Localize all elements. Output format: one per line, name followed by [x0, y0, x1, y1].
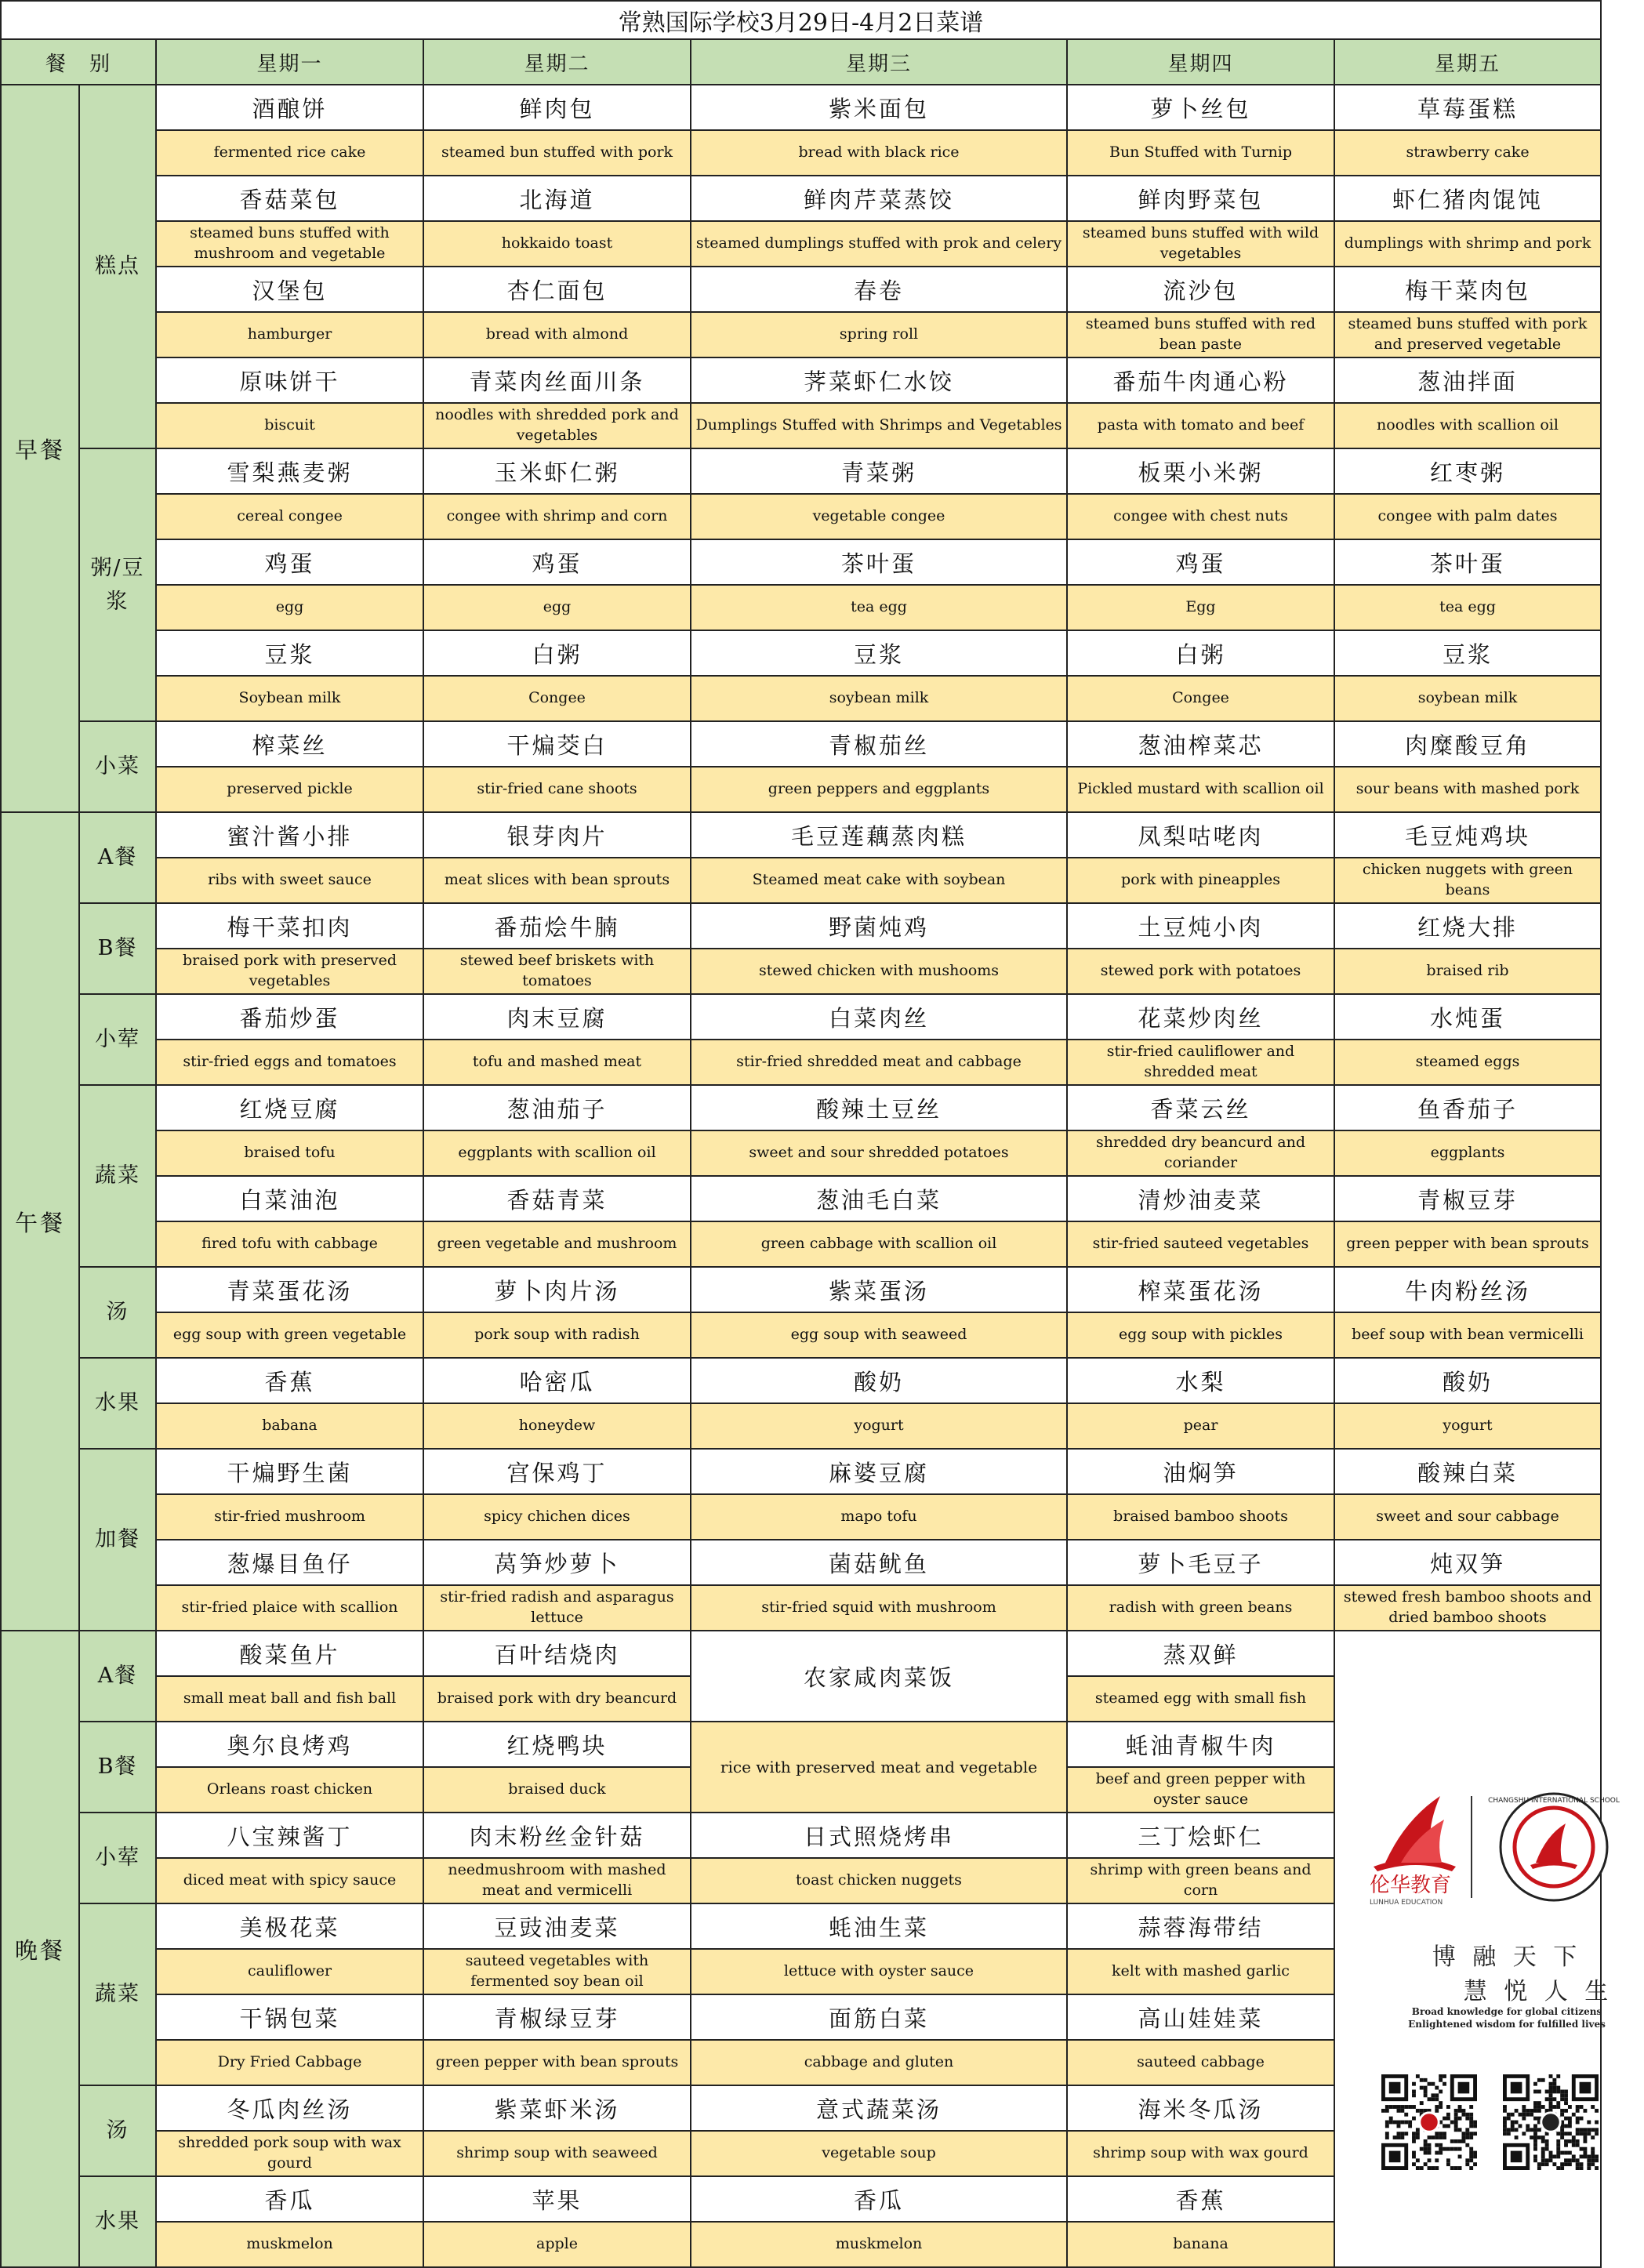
dish-name: 酸奶 — [1334, 1358, 1601, 1403]
dish-english: congee with chest nuts — [1067, 494, 1334, 539]
dish-name: 豆浆 — [1334, 630, 1601, 676]
dish-name: 杏仁面包 — [423, 267, 691, 312]
dish-name: 鸡蛋 — [156, 539, 423, 585]
dish-english: braised pork with dry beancurd — [423, 1676, 691, 1722]
dish-name: 红烧豆腐 — [156, 1085, 423, 1130]
dish-english: lettuce with oyster sauce — [691, 1949, 1067, 1994]
dish-name: 青菜粥 — [691, 448, 1067, 494]
dish-name: 白菜肉丝 — [691, 994, 1067, 1040]
dish-english: yogurt — [1334, 1403, 1601, 1449]
dish-english: babana — [156, 1403, 423, 1449]
dish-english: green vegetable and mushroom — [423, 1221, 691, 1267]
dish-name: 豆豉油麦菜 — [423, 1903, 691, 1949]
dish-english: hamburger — [156, 312, 423, 357]
dish-english: honeydew — [423, 1403, 691, 1449]
dish-english: braised pork with preserved vegetables — [156, 949, 423, 994]
dinner-wed-dish-name: 农家咸肉菜饭 — [691, 1631, 1067, 1722]
dish-name: 银芽肉片 — [423, 812, 691, 858]
dish-english: pasta with tomato and beef — [1067, 403, 1334, 448]
dish-name: 萝卜丝包 — [1067, 85, 1334, 130]
dish-english: shredded dry beancurd and coriander — [1067, 1130, 1334, 1176]
dish-name: 葱爆目鱼仔 — [156, 1540, 423, 1585]
dish-name: 蜜汁酱小排 — [156, 812, 423, 858]
dish-english: stir-fried cauliflower and shredded meat — [1067, 1040, 1334, 1085]
dish-english: banana — [1067, 2222, 1334, 2267]
dish-name: 花菜炒肉丝 — [1067, 994, 1334, 1040]
meal-label: 晚餐 — [1, 1631, 79, 2267]
dish-name: 冬瓜肉丝汤 — [156, 2085, 423, 2131]
dish-name: 茶叶蛋 — [691, 539, 1067, 585]
dish-name: 萝卜肉片汤 — [423, 1267, 691, 1312]
dish-english: stir-fried eggs and tomatoes — [156, 1040, 423, 1085]
branding-panel — [1334, 1631, 1620, 2267]
category-label: 糕点 — [79, 85, 156, 448]
category-label: 水果 — [79, 2176, 156, 2267]
dish-english: stewed beef briskets with tomatoes — [423, 949, 691, 994]
dish-english: sweet and sour cabbage — [1334, 1494, 1601, 1540]
dish-name: 酒酿饼 — [156, 85, 423, 130]
dish-name: 鸡蛋 — [1067, 539, 1334, 585]
dish-name: 汉堡包 — [156, 267, 423, 312]
dish-english: Egg — [1067, 585, 1334, 630]
dish-name: 红烧大排 — [1334, 903, 1601, 949]
dish-english: bread with almond — [423, 312, 691, 357]
dish-english: stewed chicken with mushooms — [691, 949, 1067, 994]
dish-english: yogurt — [691, 1403, 1067, 1449]
dish-name: 萝卜毛豆子 — [1067, 1540, 1334, 1585]
dish-name: 蚝油生菜 — [691, 1903, 1067, 1949]
dish-english: stir-fried sauteed vegetables — [1067, 1221, 1334, 1267]
dish-name: 番茄炒蛋 — [156, 994, 423, 1040]
dish-name: 梅干菜扣肉 — [156, 903, 423, 949]
dish-name: 奥尔良烤鸡 — [156, 1722, 423, 1767]
dish-english: braised bamboo shoots — [1067, 1494, 1334, 1540]
dish-english: eggplants — [1334, 1130, 1601, 1176]
dish-english: apple — [423, 2222, 691, 2267]
dish-name: 葱油毛白菜 — [691, 1176, 1067, 1221]
dish-english: steamed bun stuffed with pork — [423, 130, 691, 176]
dish-english: steamed buns stuffed with mushroom and vegetable — [156, 221, 423, 267]
meal-label: 早餐 — [1, 85, 79, 812]
dish-name: 干锅包菜 — [156, 1994, 423, 2040]
dish-english: stir-fried plaice with scallion — [156, 1585, 423, 1631]
category-label: 汤 — [79, 2085, 156, 2176]
dish-english: braised duck — [423, 1767, 691, 1813]
dish-name: 炖双笋 — [1334, 1540, 1601, 1585]
page-title: 常熟国际学校3月29日-4月2日菜谱 — [1, 1, 1601, 39]
dish-name: 青菜肉丝面川条 — [423, 357, 691, 403]
dish-name: 香瓜 — [691, 2176, 1067, 2222]
dish-name: 豆浆 — [691, 630, 1067, 676]
dish-english: braised tofu — [156, 1130, 423, 1176]
dish-english: diced meat with spicy sauce — [156, 1858, 423, 1903]
dish-english: meat slices with bean sprouts — [423, 858, 691, 903]
school-slogan — [1370, 1937, 1644, 2030]
day-header-thu: 星期四 — [1067, 39, 1334, 85]
school-logo — [1370, 1788, 1628, 1906]
dish-name: 葱油榨菜芯 — [1067, 721, 1334, 767]
dish-name: 莴笋炒萝卜 — [423, 1540, 691, 1585]
dish-english: egg soup with green vegetable — [156, 1312, 423, 1358]
dish-name: 青椒豆芽 — [1334, 1176, 1601, 1221]
dish-name: 青菜蛋花汤 — [156, 1267, 423, 1312]
dish-name: 毛豆炖鸡块 — [1334, 812, 1601, 858]
dish-english: congee with shrimp and corn — [423, 494, 691, 539]
dish-name: 三丁烩虾仁 — [1067, 1813, 1334, 1858]
qr-code-icon — [1381, 2074, 1477, 2170]
dish-english: cauliflower — [156, 1949, 423, 1994]
dish-name: 苹果 — [423, 2176, 691, 2222]
dish-english: sour beans with mashed pork — [1334, 767, 1601, 812]
category-label: B餐 — [79, 1722, 156, 1813]
dish-english: kelt with mashed garlic — [1067, 1949, 1334, 1994]
dish-name: 玉米虾仁粥 — [423, 448, 691, 494]
dish-name: 香瓜 — [156, 2176, 423, 2222]
dish-english: needmushroom with mashed meat and vermicelli — [423, 1858, 691, 1903]
dish-name: 红枣粥 — [1334, 448, 1601, 494]
dish-name: 日式照烧烤串 — [691, 1813, 1067, 1858]
dish-english: Steamed meat cake with soybean — [691, 858, 1067, 903]
dish-name: 鲜肉芹菜蒸饺 — [691, 176, 1067, 221]
dish-name: 板栗小米粥 — [1067, 448, 1334, 494]
dish-english: spicy chichen dices — [423, 1494, 691, 1540]
dish-english: noodles with scallion oil — [1334, 403, 1601, 448]
dish-english: hokkaido toast — [423, 221, 691, 267]
dish-name: 酸辣白菜 — [1334, 1449, 1601, 1494]
dish-name: 油焖笋 — [1067, 1449, 1334, 1494]
dish-english: steamed buns stuffed with pork and preserved vegetable — [1334, 312, 1601, 357]
dish-name: 面筋白菜 — [691, 1994, 1067, 2040]
dish-name: 豆浆 — [156, 630, 423, 676]
dish-name: 美极花菜 — [156, 1903, 423, 1949]
dish-english: soybean milk — [691, 676, 1067, 721]
qr-code-icon — [1503, 2074, 1599, 2170]
dish-english: muskmelon — [156, 2222, 423, 2267]
category-label: 蔬菜 — [79, 1085, 156, 1267]
dish-english: small meat ball and fish ball — [156, 1676, 423, 1722]
dish-name: 青椒茄丝 — [691, 721, 1067, 767]
dish-name: 榨菜蛋花汤 — [1067, 1267, 1334, 1312]
dish-name: 紫菜蛋汤 — [691, 1267, 1067, 1312]
dish-name: 葱油拌面 — [1334, 357, 1601, 403]
dish-english: preserved pickle — [156, 767, 423, 812]
dish-english: stir-fried shredded meat and cabbage — [691, 1040, 1067, 1085]
dish-english: shrimp soup with seaweed — [423, 2131, 691, 2176]
dish-name: 肉末豆腐 — [423, 994, 691, 1040]
dish-name: 鱼香茄子 — [1334, 1085, 1601, 1130]
category-label: A餐 — [79, 1631, 156, 1722]
dish-english: radish with green beans — [1067, 1585, 1334, 1631]
dish-english: braised rib — [1334, 949, 1601, 994]
dish-name: 肉末粉丝金针菇 — [423, 1813, 691, 1858]
dish-english: ribs with sweet sauce — [156, 858, 423, 903]
dish-name: 梅干菜肉包 — [1334, 267, 1601, 312]
dish-english: egg — [423, 585, 691, 630]
dish-name: 茶叶蛋 — [1334, 539, 1601, 585]
slogan-english-2: Enlightened wisdom for fulfilled lives — [1408, 2018, 1606, 2030]
category-label: 小菜 — [79, 721, 156, 812]
dish-english: stir-fried radish and asparagus lettuce — [423, 1585, 691, 1631]
dish-name: 白粥 — [1067, 630, 1334, 676]
dish-english: beef soup with bean vermicelli — [1334, 1312, 1601, 1358]
dish-english: fired tofu with cabbage — [156, 1221, 423, 1267]
dish-name: 番茄牛肉通心粉 — [1067, 357, 1334, 403]
dish-english: cereal congee — [156, 494, 423, 539]
dish-english: spring roll — [691, 312, 1067, 357]
category-label: 小荤 — [79, 994, 156, 1085]
dish-english: bread with black rice — [691, 130, 1067, 176]
category-label: 加餐 — [79, 1449, 156, 1631]
dish-english: vegetable congee — [691, 494, 1067, 539]
dish-english: green pepper with bean sprouts — [423, 2040, 691, 2085]
dish-english: green cabbage with scallion oil — [691, 1221, 1067, 1267]
dish-english: pork soup with radish — [423, 1312, 691, 1358]
dish-name: 牛肉粉丝汤 — [1334, 1267, 1601, 1312]
dish-name: 八宝辣酱丁 — [156, 1813, 423, 1858]
dish-name: 菌菇鱿鱼 — [691, 1540, 1067, 1585]
lunhua-logo-icon — [1374, 1796, 1456, 1871]
dish-english: green pepper with bean sprouts — [1334, 1221, 1601, 1267]
dish-name: 荠菜虾仁水饺 — [691, 357, 1067, 403]
dish-english: Dry Fried Cabbage — [156, 2040, 423, 2085]
dish-english: stir-fried cane shoots — [423, 767, 691, 812]
dish-name: 干煸野生菌 — [156, 1449, 423, 1494]
dish-name: 蒸双鲜 — [1067, 1631, 1334, 1676]
dish-english: dumplings with shrimp and pork — [1334, 221, 1601, 267]
dish-english: Soybean milk — [156, 676, 423, 721]
dish-english: steamed buns stuffed with red bean paste — [1067, 312, 1334, 357]
dish-english: shrimp soup with wax gourd — [1067, 2131, 1334, 2176]
dish-english: biscuit — [156, 403, 423, 448]
dish-english: Congee — [423, 676, 691, 721]
dish-english: Dumplings Stuffed with Shrimps and Vegetables — [691, 403, 1067, 448]
dish-english: stewed fresh bamboo shoots and dried bamboo shoots — [1334, 1585, 1601, 1631]
dish-english: Bun Stuffed with Turnip — [1067, 130, 1334, 176]
dish-name: 高山娃娃菜 — [1067, 1994, 1334, 2040]
logo-subtext: LUNHUA EDUCATION — [1370, 1899, 1443, 1907]
dish-name: 蒜蓉海带结 — [1067, 1903, 1334, 1949]
dish-name: 干煸茭白 — [423, 721, 691, 767]
dish-name: 流沙包 — [1067, 267, 1334, 312]
dish-name: 水梨 — [1067, 1358, 1334, 1403]
dish-english: green peppers and eggplants — [691, 767, 1067, 812]
school-seal-icon — [1488, 1794, 1620, 1900]
dish-english: tea egg — [691, 585, 1067, 630]
dish-english: steamed eggs — [1334, 1040, 1601, 1085]
dish-name: 酸辣土豆丝 — [691, 1085, 1067, 1130]
dish-name: 毛豆莲藕蒸肉糕 — [691, 812, 1067, 858]
dish-english: shrimp with green beans and corn — [1067, 1858, 1334, 1903]
dish-name: 鸡蛋 — [423, 539, 691, 585]
dish-name: 紫菜虾米汤 — [423, 2085, 691, 2131]
dish-name: 香菜云丝 — [1067, 1085, 1334, 1130]
dish-english: tofu and mashed meat — [423, 1040, 691, 1085]
dish-english: sauteed cabbage — [1067, 2040, 1334, 2085]
dish-name: 水炖蛋 — [1334, 994, 1601, 1040]
dish-name: 鲜肉野菜包 — [1067, 176, 1334, 221]
dish-english: muskmelon — [691, 2222, 1067, 2267]
dish-name: 青椒绿豆芽 — [423, 1994, 691, 2040]
seal-text: CHANGSHU INTERNATIONAL SCHOOL — [1488, 1797, 1620, 1805]
dish-english: egg — [156, 585, 423, 630]
dish-name: 宫保鸡丁 — [423, 1449, 691, 1494]
dish-english: sauteed vegetables with fermented soy bean oil — [423, 1949, 691, 1994]
dish-name: 土豆炖小肉 — [1067, 903, 1334, 949]
dish-name: 肉糜酸豆角 — [1334, 721, 1601, 767]
slogan-english-1: Broad knowledge for global citizens — [1411, 2006, 1602, 2017]
dish-english: mapo tofu — [691, 1494, 1067, 1540]
dish-name: 春卷 — [691, 267, 1067, 312]
dish-name: 清炒油麦菜 — [1067, 1176, 1334, 1221]
dish-english: steamed egg with small fish — [1067, 1676, 1334, 1722]
dish-name: 白菜油泡 — [156, 1176, 423, 1221]
dish-name: 香蕉 — [1067, 2176, 1334, 2222]
dish-english: beef and green pepper with oyster sauce — [1067, 1767, 1334, 1813]
dish-english: eggplants with scallion oil — [423, 1130, 691, 1176]
dish-name: 草莓蛋糕 — [1334, 85, 1601, 130]
dish-english: soybean milk — [1334, 676, 1601, 721]
dish-name: 雪梨燕麦粥 — [156, 448, 423, 494]
dish-name: 番茄烩牛腩 — [423, 903, 691, 949]
category-label: A餐 — [79, 812, 156, 903]
logo-text: 伦华教育 — [1370, 1874, 1452, 1897]
dish-english: egg soup with pickles — [1067, 1312, 1334, 1358]
dish-name: 紫米面包 — [691, 85, 1067, 130]
dish-name: 百叶结烧肉 — [423, 1631, 691, 1676]
dish-name: 葱油茄子 — [423, 1085, 691, 1130]
dish-english: toast chicken nuggets — [691, 1858, 1067, 1903]
dish-name: 香蕉 — [156, 1358, 423, 1403]
category-label: 水果 — [79, 1358, 156, 1449]
dish-name: 哈密瓜 — [423, 1358, 691, 1403]
dish-english: shredded pork soup with wax gourd — [156, 2131, 423, 2176]
dish-name: 鲜肉包 — [423, 85, 691, 130]
dish-name: 北海道 — [423, 176, 691, 221]
slogan-line-2: 慧 悦 人 生 — [1463, 1978, 1613, 2005]
dish-english: congee with palm dates — [1334, 494, 1601, 539]
day-header-wed: 星期三 — [691, 39, 1067, 85]
category-header: 餐 别 — [1, 39, 156, 85]
dish-english: Congee — [1067, 676, 1334, 721]
dish-english: tea egg — [1334, 585, 1601, 630]
dish-english: stewed pork with potatoes — [1067, 949, 1334, 994]
category-label: 蔬菜 — [79, 1903, 156, 2085]
day-header-mon: 星期一 — [156, 39, 423, 85]
dish-english: egg soup with seaweed — [691, 1312, 1067, 1358]
day-header-tue: 星期二 — [423, 39, 691, 85]
dish-english: Pickled mustard with scallion oil — [1067, 767, 1334, 812]
dish-english: steamed dumplings stuffed with prok and celery — [691, 221, 1067, 267]
dish-name: 红烧鸭块 — [423, 1722, 691, 1767]
dish-name: 虾仁猪肉馄饨 — [1334, 176, 1601, 221]
dish-name: 酸奶 — [691, 1358, 1067, 1403]
dish-english: cabbage and gluten — [691, 2040, 1067, 2085]
dish-name: 酸菜鱼片 — [156, 1631, 423, 1676]
dish-english: pork with pineapples — [1067, 858, 1334, 903]
dish-name: 野菌炖鸡 — [691, 903, 1067, 949]
dish-english: noodles with shredded pork and vegetables — [423, 403, 691, 448]
category-label: 粥/豆浆 — [79, 448, 156, 721]
category-label: B餐 — [79, 903, 156, 994]
dish-name: 原味饼干 — [156, 357, 423, 403]
dish-english: sweet and sour shredded potatoes — [691, 1130, 1067, 1176]
dish-name: 麻婆豆腐 — [691, 1449, 1067, 1494]
dish-english: stir-fried squid with mushroom — [691, 1585, 1067, 1631]
category-label: 小荤 — [79, 1813, 156, 1903]
dish-name: 白粥 — [423, 630, 691, 676]
dish-english: stir-fried mushroom — [156, 1494, 423, 1540]
dish-name: 海米冬瓜汤 — [1067, 2085, 1334, 2131]
category-label: 汤 — [79, 1267, 156, 1358]
dish-name: 意式蔬菜汤 — [691, 2085, 1067, 2131]
dish-english: steamed buns stuffed with wild vegetables — [1067, 221, 1334, 267]
slogan-line-1: 博 融 天 下 — [1432, 1943, 1582, 1971]
dish-name: 香菇菜包 — [156, 176, 423, 221]
dish-name: 凤梨咕咾肉 — [1067, 812, 1334, 858]
dish-english: Orleans roast chicken — [156, 1767, 423, 1813]
dish-english: vegetable soup — [691, 2131, 1067, 2176]
dish-english: fermented rice cake — [156, 130, 423, 176]
dinner-wed-dish-english: rice with preserved meat and vegetable — [691, 1722, 1067, 1813]
dish-name: 榨菜丝 — [156, 721, 423, 767]
dish-english: strawberry cake — [1334, 130, 1601, 176]
dish-name: 香菇青菜 — [423, 1176, 691, 1221]
day-header-fri: 星期五 — [1334, 39, 1601, 85]
dish-english: chicken nuggets with green beans — [1334, 858, 1601, 903]
meal-label: 午餐 — [1, 812, 79, 1631]
dish-name: 蚝油青椒牛肉 — [1067, 1722, 1334, 1767]
dish-english: pear — [1067, 1403, 1334, 1449]
